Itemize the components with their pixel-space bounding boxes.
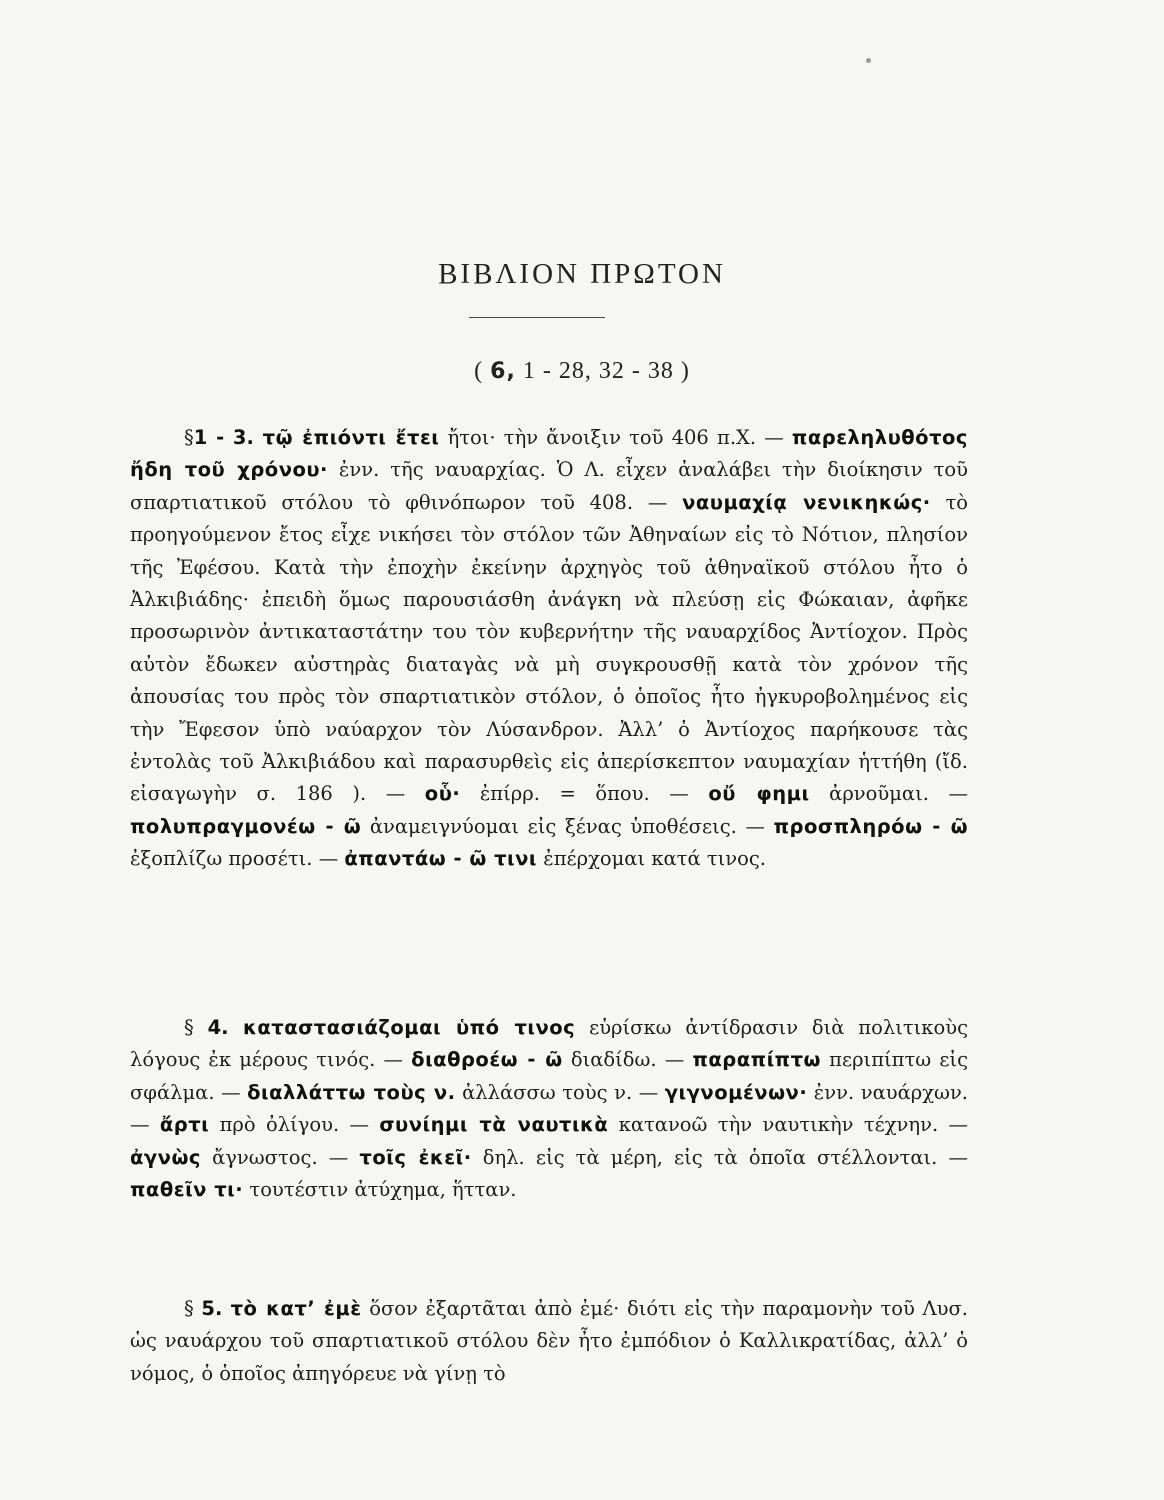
- commentary-text: τὸ προηγούμενον ἔτος εἶχε νικήσει τὸν στόλον τῶν Ἀθηναίων εἰς τὸ Νότιον, πλησίον τῆς Ἐφέσου. Κατὰ τὴν ἐποχὴν ἐκείνην ἀρχηγὸς τοῦ ἀθηναϊκοῦ στόλου ἦτο ὁ Ἀλκιβιάδης· ἐπειδὴ ὅμως παρουσιάσθη ἀνάγκη νὰ πλεύσῃ εἰς Φώκαιαν, ἀφῆκε προσωρινὸν ἀντικαταστάτην του τὸν κυβερνήτην τῆς ναυαρχίδος Ἀντίοχον. Πρὸς αὐτὸν ἔδωκεν αὐστηρὰς διαταγὰς νὰ μὴ συγκρουσθῇ κατὰ τὸν χρόνον τῆς ἀπουσίας του πρὸς τὸν σπαρτιατικὸν στόλον, ὁ ὁποῖος ἦτο ἠγκυροβολημένος εἰς τὴν Ἔφεσον ὑπὸ ναύαρχον τὸν Λύσανδρον. Ἀλλ’ ὁ Ἀντίοχος παρήκουσε τὰς ἐντολὰς τοῦ Ἀλκιβιάδου καὶ παρασυρθεὶς εἰς ἀπερίσκεπτον ναυμαχίαν ἡττήθη (ἴδ. εἰσαγωγὴν σ. 186 ). —: [130, 490, 969, 806]
- lemma-term: τοῖς ἐκεῖ·: [359, 1145, 472, 1169]
- lemma-term: πολυπραγμονέω - ῶ: [130, 814, 362, 838]
- commentary-text: ἤτοι· τὴν ἄνοιξιν τοῦ 406 π.Χ. —: [439, 426, 792, 449]
- chapter-range: [0, 358, 1164, 385]
- commentary-text: ὅσον ἐξαρτᾶται ἀπὸ ἐμέ· διότι εἰς τὴν παραμονὴν τοῦ Λυσ. ὡς ναυάρχου τοῦ σπαρτιατικοῦ στόλου δὲν ἦτο ἐμπόδιον ὁ Καλλικρατίδας, ἀλλ’ ὁ νόμος, ὁ ὁποῖος ἀπηγόρευε νὰ γίνῃ τὸ: [130, 1297, 968, 1385]
- ink-speck: [866, 58, 871, 63]
- range-open: (: [474, 358, 484, 384]
- lemma-term: παθεῖν τι·: [130, 1178, 244, 1202]
- commentary-text: πρὸ ὀλίγου. —: [209, 1113, 380, 1137]
- section-number: 5.: [201, 1297, 231, 1320]
- lemma-term: ἄρτι: [159, 1113, 210, 1137]
- lemma-term: οὔ φημι: [708, 782, 810, 806]
- commentary-text: εὑρίσκω ἀντίδρασιν διὰ πολιτικοὺς λόγους ἐκ μέρους τινός. —: [130, 1016, 969, 1072]
- lemma-term: διαλλάττω τοὺς ν.: [247, 1080, 456, 1104]
- commentary-text: ἀλλάσσω τοὺς ν. —: [455, 1080, 665, 1104]
- lemma-term: ἀπαντάω - ῶ τινι: [344, 847, 538, 871]
- commentary-text: ἐξοπλίζω προσέτι. —: [130, 847, 345, 871]
- chapter-title: ΒΙΒΛΙΟΝ ΠΡΩΤΟΝ: [438, 258, 726, 290]
- commentary-text: §: [184, 426, 194, 449]
- lemma-term: παρεληλυθότος ἤδη τοῦ χρόνου·: [130, 426, 968, 482]
- section-number: 1 - 3.: [193, 426, 263, 449]
- section-number: 4.: [207, 1016, 244, 1039]
- range-rest: 1 - 28, 32 - 38 ): [522, 358, 690, 384]
- commentary-text: ἐνν. ναυάρχων. —: [130, 1080, 968, 1137]
- commentary-text: ἀναμειγνύομαι εἰς ξένας ὑποθέσεις. —: [361, 814, 774, 838]
- paragraph-3: [130, 1293, 968, 1390]
- commentary-text: δηλ. εἰς τὰ μέρη, εἰς τὰ ὁποῖα στέλλονται. —: [471, 1145, 968, 1169]
- commentary-text: διαδίδω. —: [562, 1048, 693, 1072]
- lemma-term: οὗ·: [424, 782, 461, 806]
- lemma-term: παραπίπτω: [692, 1048, 821, 1072]
- lemma-term: διαθροέω - ῶ: [411, 1048, 563, 1072]
- paragraph-1: [130, 422, 968, 876]
- commentary-text: κατανοῶ τὴν ναυτικὴν τέχνην. —: [608, 1113, 968, 1137]
- lemma-term: προσπληρόω - ῶ: [773, 814, 969, 838]
- lemma-term: καταστασιάζομαι ὑπό τινος: [243, 1016, 576, 1039]
- commentary-text: §: [184, 1297, 202, 1320]
- title-rule: [469, 317, 605, 318]
- commentary-text: ἐνν. τῆς ναυαρχίας. Ὁ Λ. εἶχεν ἀναλάβει τὴν διοίκησιν τοῦ σπαρτιατικοῦ στόλου τὸ φθινόπωρον τοῦ 408. —: [130, 458, 968, 514]
- commentary-text: §: [184, 1016, 208, 1039]
- lemma-term: συνίημι τὰ ναυτικὰ: [379, 1113, 609, 1137]
- commentary-text: ἐπίρρ. = ὅπου. —: [460, 782, 709, 806]
- lemma-term: ἀγνὼς: [130, 1145, 201, 1169]
- commentary-text: ἄγνωστος. —: [200, 1145, 360, 1169]
- lemma-term: τῷ ἐπιόντι ἔτει: [262, 426, 440, 449]
- commentary-text: ἐπέρχομαι κατά τινος.: [537, 847, 766, 871]
- lemma-term: τὸ κατ’ ἐμὲ: [230, 1297, 362, 1320]
- commentary-text: περιπίπτω εἰς σφάλμα. —: [130, 1048, 968, 1104]
- commentary-text: τουτέστιν ἀτύχημα, ἥτταν.: [243, 1178, 517, 1202]
- commentary-text: ἀρνοῦμαι. —: [809, 782, 968, 806]
- lemma-term: γιγνομένων·: [664, 1080, 808, 1104]
- paragraph-2: [130, 1012, 968, 1206]
- lemma-term: ναυμαχίᾳ νενικηκώς·: [682, 490, 931, 514]
- range-book: 6,: [490, 359, 516, 384]
